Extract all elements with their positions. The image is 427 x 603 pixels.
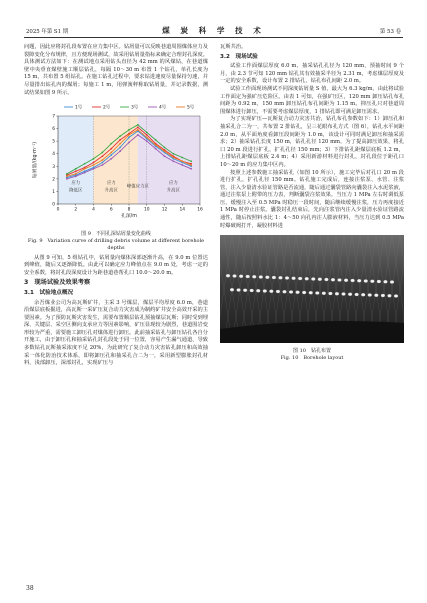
header-volume: 第 53 卷: [379, 29, 401, 35]
borehole: [283, 291, 287, 294]
data-point: [66, 178, 68, 180]
zone-label: 峰值应力区: [126, 184, 149, 190]
legend-label: 4号: [159, 105, 167, 111]
data-point: [137, 129, 139, 131]
borehole: [368, 294, 372, 297]
legend-label: 2号: [103, 105, 111, 111]
data-point: [155, 139, 157, 141]
borehole: [322, 292, 326, 295]
x-tick-label: 0: [56, 207, 60, 213]
borehole: [243, 289, 247, 292]
borehole-layout-photo: [220, 235, 404, 343]
borehole: [364, 280, 368, 283]
x-tick-label: 4: [92, 207, 95, 213]
data-point: [137, 127, 139, 129]
borehole: [252, 276, 256, 279]
borehole: [335, 293, 339, 296]
right-column: [220, 44, 404, 362]
data-point: [84, 172, 86, 174]
legend-label: 1号: [75, 105, 83, 111]
figure-9-caption-en: Fig. 9 Variation curve of drilling debris volume at different borehole depths: [27, 238, 205, 251]
section-3-1-heading: 3.1 试验地点概况: [24, 289, 74, 296]
data-point: [84, 168, 86, 170]
borehole: [348, 293, 352, 296]
data-point: [164, 147, 166, 149]
y-tick-label: 2: [52, 177, 55, 183]
paragraph: 为了实现矿压—瓦斯复合动力灾害共治，钻孔布孔参数如下：1）卸压孔和抽采孔合二为一，共布置 2 排钻孔，呈三花眼布孔方式（图 6），钻孔水平间距 2.0 m，从平面角度看卸压段间距为 1.0 m，该设计可同时满足卸压和抽采需求；2）抽采钻孔长度 150 m，钻孔孔径 120 mm，为了提高卸压效果，将孔口 20 m 段进行扩孔，扩孔孔径 150 mm；3）下排钻孔距煤层底板 1.2 m，上排钻孔距煤层底板 2.4 m；4）采用新游材料进行封孔，封孔段位于距孔口 10～20 m 的应力集中区内。: [220, 116, 404, 168]
page-number: 38: [26, 585, 34, 592]
data-point: [137, 134, 139, 136]
borehole: [331, 279, 335, 282]
data-point: [101, 164, 103, 166]
borehole: [325, 278, 329, 281]
borehole: [296, 291, 300, 294]
y-tick-label: 1: [52, 190, 55, 196]
borehole: [239, 275, 243, 278]
borehole: [344, 279, 348, 282]
figure-9: [24, 100, 208, 251]
data-point: [181, 164, 183, 166]
data-point: [155, 148, 157, 150]
y-tick-label: 4: [52, 152, 55, 158]
data-point: [75, 168, 77, 170]
zone-label: 应力: [71, 181, 81, 187]
borehole: [309, 292, 313, 295]
borehole: [361, 294, 365, 297]
borehole: [384, 281, 388, 284]
data-point: [110, 152, 112, 154]
zone-label: 降低区: [69, 188, 83, 194]
paragraph: 问题，因此应将封孔段布置在应力集中区。钻屑量可以反映巷道周围煤体应力及裂隙变化分布规律，且方便现场测试，故采用钻屑量指标来确定合理封孔深度。具体测试方法如下：在测试地点采用钻头直径为 42 mm 的风煤钻，在巷道煤壁中央垂直煤壁施工顺层钻孔，每隔 10～30 m 布置 1 个钻孔，单孔长度为 15 m，共布置 5 组钻孔。在施工钻孔过程中，要求钻进速度尽量保持匀速，并尽量排出钻孔内的煤屑；每施工 1 m，用弹簧秤称取钻屑量，并记录数据，测试结果如图 9 所示。: [24, 44, 208, 96]
data-point: [93, 162, 95, 164]
data-point: [128, 134, 130, 136]
data-point: [181, 157, 183, 159]
data-point: [155, 144, 157, 146]
data-point: [119, 139, 121, 141]
data-point: [119, 135, 121, 137]
data-point: [190, 161, 192, 163]
data-point: [146, 134, 148, 136]
debris-volume-chart: [24, 100, 208, 226]
borehole: [338, 279, 342, 282]
figure-10-caption-en: Fig. 10 Borehole layout: [280, 355, 344, 362]
y-tick-label: 3: [52, 164, 55, 170]
y-axis-label: 钻屑量/(kg·m⁻¹): [33, 142, 38, 179]
x-tick-label: 10: [143, 207, 150, 213]
borehole: [302, 291, 306, 294]
borehole: [250, 289, 254, 292]
borehole: [318, 278, 322, 281]
borehole: [276, 290, 280, 293]
data-point: [190, 168, 192, 170]
x-tick-label: 2: [74, 207, 78, 213]
borehole: [342, 293, 346, 296]
data-point: [164, 155, 166, 157]
borehole: [381, 294, 385, 297]
data-point: [66, 173, 68, 175]
data-point: [181, 161, 183, 163]
data-point: [190, 164, 192, 166]
data-point: [110, 148, 112, 150]
data-point: [110, 154, 112, 156]
data-point: [93, 164, 95, 166]
section-3-heading: 3 现场试验及效果考察: [24, 279, 91, 287]
zone-label: 应力: [168, 181, 178, 187]
legend-label: 5号: [187, 105, 195, 111]
data-point: [137, 124, 139, 126]
data-point: [146, 137, 148, 139]
data-point: [110, 143, 112, 145]
x-axis-label: 孔深/m: [121, 214, 137, 220]
paragraph: 试验工作面煤层厚度 6.0 m，抽采钻孔孔径为 120 mm，预抽时间 9 个月，由 2.3 节可知 120 mm 钻孔其有效抽采半径为 2.31 m，考虑煤层厚度及一定的安全系数，设计布置 2 排钻孔，钻孔布孔间距 2.0 m。: [220, 63, 404, 85]
data-point: [84, 163, 86, 165]
figure-10-caption-cn: 图 10 钻孔布置: [293, 347, 331, 354]
paragraph: 瓦斯共治。: [220, 44, 247, 50]
paragraph: 余吾煤业公司为高瓦斯矿井，主采 3 号煤层，煤层平均厚度 6.0 m，巷道沿煤层底板掘进，高瓦斯一采矿压复合动力灾害成为制约矿井安全高效开采的主要因素。为了预防瓦斯灾害发生，需要布置顺层钻孔预抽煤层瓦斯；同时受到埋深、关键层、采空区侧向支承应力等因素影响，矿压显现较为剧烈，巷道围岩变形较为严重，需要施工卸压孔对煤体进行卸压。此前抽采钻孔与卸压钻孔各自分开施工，由于卸压孔和抽采钻孔封孔段处于同一位置，容易产生漏气通道，导致多数钻孔瓦斯抽采浓度不足 20%，为此研究了复合动力灾害钻孔卸压和高效抽采一体化防治技术体系，即将卸压孔和抽采孔合二为一，采用新型膨胀封孔材料，浅部卸压，深部封孔，实现矿压与: [24, 299, 208, 367]
borehole: [377, 280, 381, 283]
journal-title: 煤 炭 科 学 技 术: [162, 26, 265, 35]
header-issue: 2025 年第 S1 期: [26, 29, 69, 35]
data-point: [119, 143, 121, 145]
borehole: [259, 276, 263, 279]
borehole: [265, 276, 269, 279]
data-point: [75, 176, 77, 178]
zone-label: 升高区: [166, 188, 180, 194]
x-tick-label: 8: [127, 207, 131, 213]
zone-label: 应力: [106, 181, 116, 187]
borehole: [305, 278, 309, 281]
figure-9-caption-cn: 图 9 不同孔深钻屑量变化曲线: [81, 230, 151, 237]
zone-label: 升高区: [104, 188, 118, 194]
data-point: [66, 176, 68, 178]
data-point: [93, 168, 95, 170]
borehole: [315, 292, 319, 295]
data-point: [101, 159, 103, 161]
data-point: [75, 173, 77, 175]
x-tick-label: 12: [161, 207, 168, 213]
x-tick-label: 6: [109, 207, 113, 213]
paragraph: 试验工作面现场测试不同深度钻屑量 S 值，最大为 6.3 kg/m，由此将试验工作面定为强矿压危险区。由表 1 可知，在强矿压区，120 mm 卸压钻孔布孔间距为 0.92 m，150 mm 卸压钻孔布孔间距为 1.15 m。抑压孔只对巷道周围煤体进行卸压，不需要考虑煤层厚度，1 排钻孔即可满足卸压需求。: [220, 85, 404, 115]
data-point: [93, 158, 95, 160]
borehole: [269, 290, 273, 293]
data-point: [164, 150, 166, 152]
borehole: [246, 275, 250, 278]
borehole: [351, 279, 355, 282]
borehole: [374, 294, 378, 297]
header-rule: [24, 37, 403, 38]
data-point: [101, 155, 103, 157]
data-point: [146, 132, 148, 134]
y-tick-label: 7: [52, 114, 55, 120]
data-point: [146, 140, 148, 142]
borehole: [263, 290, 267, 293]
data-point: [101, 152, 103, 154]
data-point: [172, 157, 174, 159]
borehole: [279, 277, 283, 280]
borehole: [329, 292, 333, 295]
y-tick-label: 5: [52, 139, 55, 145]
paragraph: 按照上述参数施工抽采钻孔（如图 10 所示），施工完毕后对孔口 20 m 段进行扩孔，扩孔孔径 150 mm。钻孔施工完成后，连接注浆泵、水管、注浆管，注入少量清水验证管路是否流通，随后通过囊袋管路向囊袋注入水泥浆液，通过注浆泵上附带的压力表，判断囊袋注浆效果。当压力 1 MPa 左右时调低泵压，缓慢注入至 0.5 MPa 时稳压一段时间，随后继续缓慢注浆，压力再度接近 1 MPa 时停止注浆。囊袋封孔结束后，先向注浆管内注入少量清水验证管路流通性，随后按照料水比 1：4～50 向孔内注人膨液材料，当压力达到 0.5 MPa 时爆破阀打开，凝胶材料进: [220, 169, 404, 229]
data-point: [110, 158, 112, 160]
y-tick-label: 0: [52, 202, 55, 208]
borehole: [226, 275, 230, 278]
borehole: [237, 289, 241, 292]
data-point: [128, 142, 130, 144]
data-point: [172, 153, 174, 155]
data-point: [119, 150, 121, 152]
borehole: [233, 275, 237, 278]
data-point: [101, 162, 103, 164]
x-tick-label: 14: [179, 207, 186, 213]
data-point: [75, 171, 77, 173]
borehole: [355, 293, 359, 296]
borehole: [370, 280, 374, 283]
borehole: [298, 277, 302, 280]
paragraph: 从图 9 可知，5 组钻孔中，钻屑量向煤体深部逐渐升高，在 9.0 m 位置达到峰值，随后又逐渐降低。由此可以确定应力峰值点在 9.0 m 处，考虑一定的安全系数，将封孔段深度设计为距巷道巷帮孔口 10.0～20.0 m。: [24, 254, 208, 276]
borehole: [292, 277, 296, 280]
data-point: [119, 147, 121, 149]
data-point: [172, 161, 174, 163]
data-point: [128, 137, 130, 139]
data-point: [128, 129, 130, 131]
borehole: [388, 295, 392, 298]
borehole: [230, 289, 234, 292]
section-3-2-heading: 3.2 现场试验: [220, 53, 258, 60]
borehole: [272, 276, 276, 279]
borehole: [394, 295, 398, 298]
borehole: [289, 291, 293, 294]
borehole: [390, 281, 394, 284]
y-tick-label: 6: [52, 127, 55, 133]
left-column: [24, 44, 208, 368]
borehole: [285, 277, 289, 280]
borehole: [256, 290, 260, 293]
x-tick-label: 16: [197, 207, 203, 213]
borehole: [311, 278, 315, 281]
legend-label: 3号: [131, 105, 139, 111]
figure-10: [220, 235, 404, 362]
borehole: [357, 280, 361, 283]
